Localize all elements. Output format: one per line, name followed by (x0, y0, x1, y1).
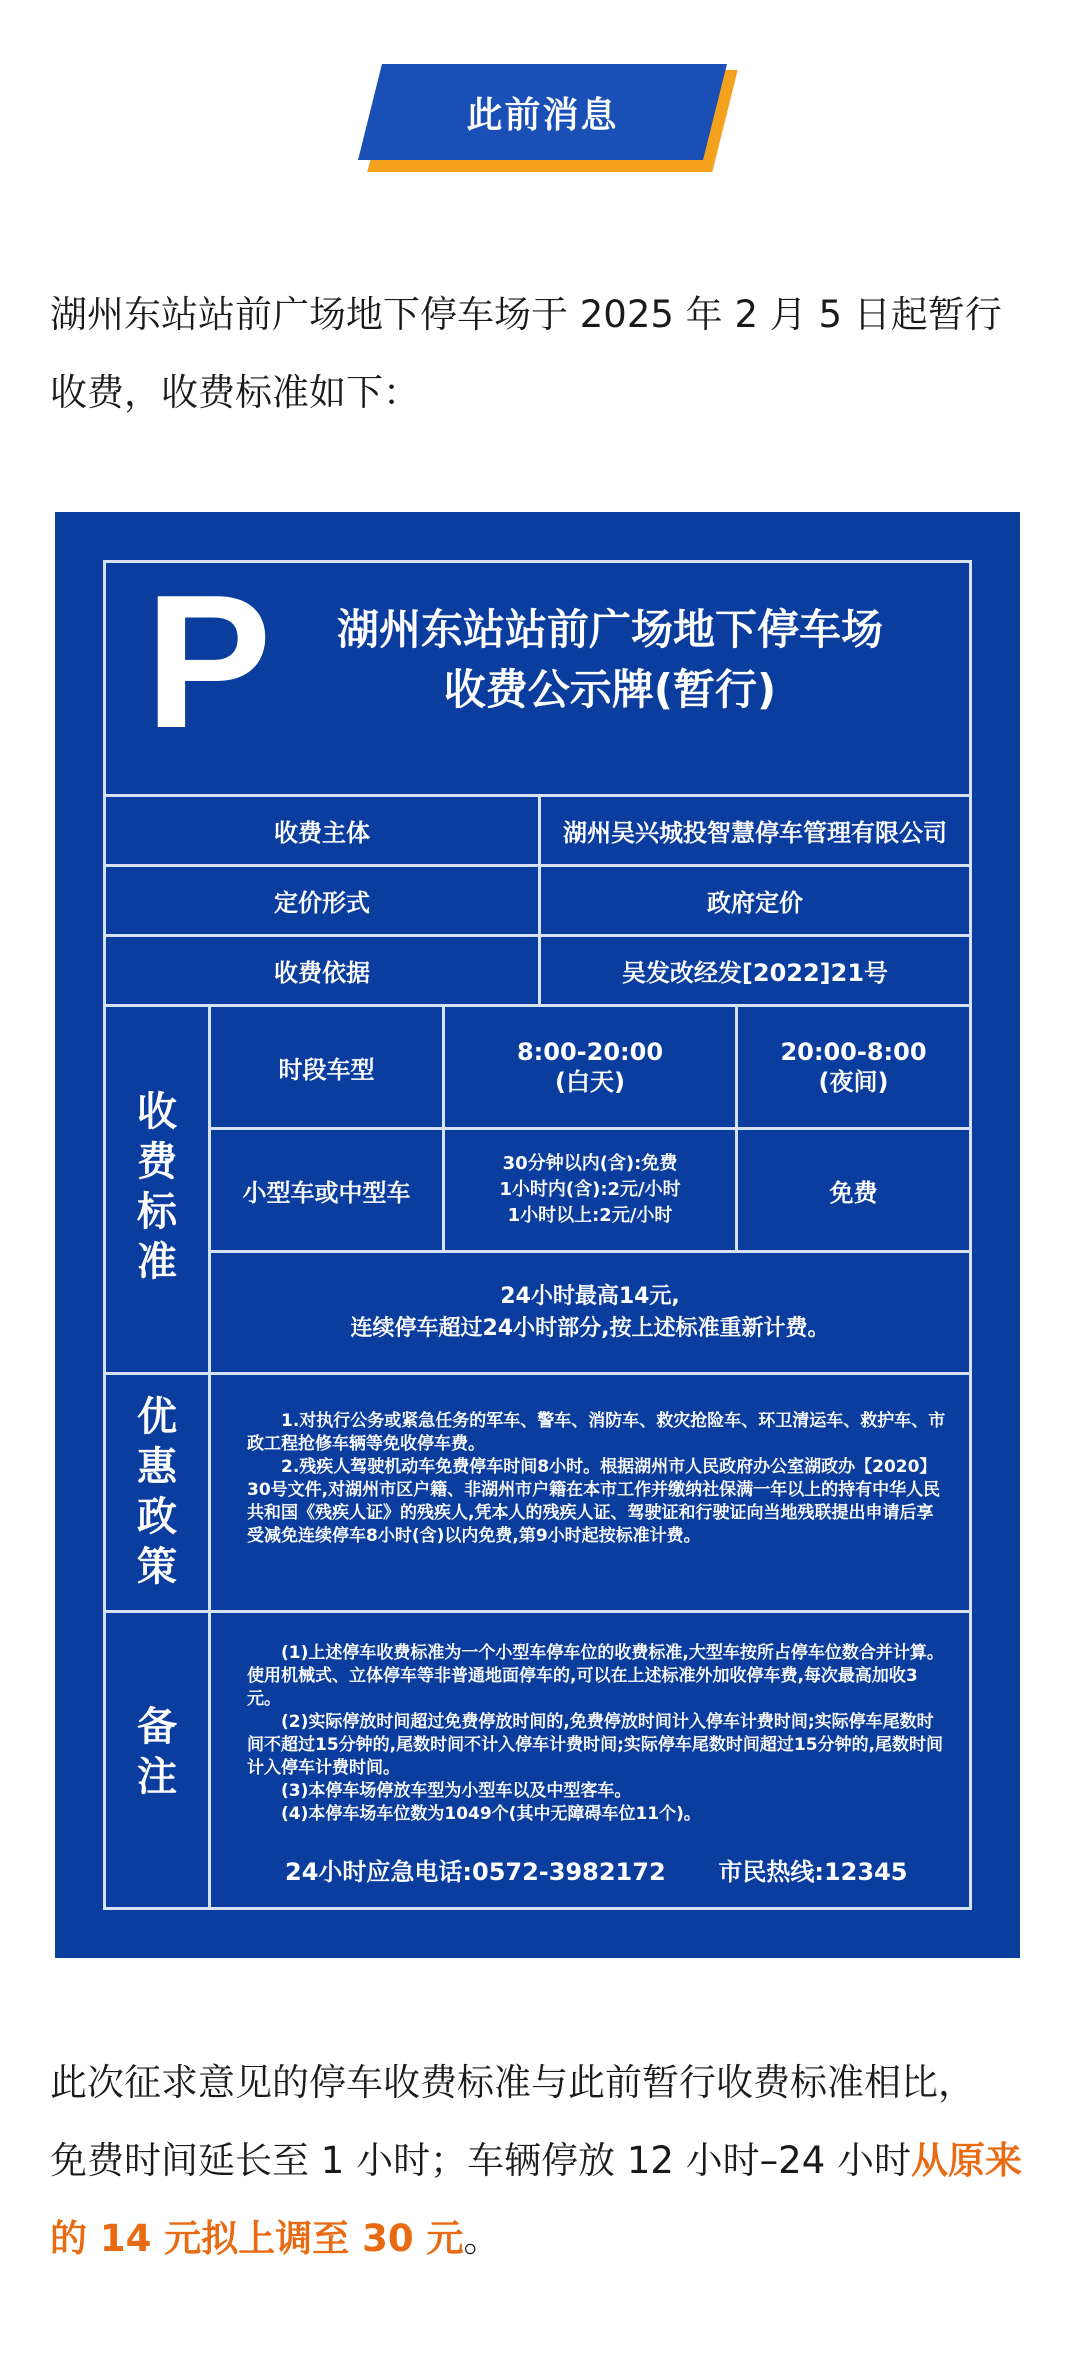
fee-daily-cap: 24小时最高14元, 连续停车超过24小时部分,按上述标准重新计费。 (350, 1283, 830, 1341)
fee-col-header-night: 20:00-8:00 (夜间) (780, 1038, 927, 1096)
fee-day-rate: 30分钟以内(含):免费 1小时内(含):2元/小时 1小时以上:2元/小时 (499, 1153, 681, 1226)
citizen-hotline: 市民热线:12345 (718, 1858, 908, 1886)
section-header (370, 64, 735, 172)
fee-standard-label: 收费标准 (137, 1089, 177, 1285)
outro-line-2: 免费时间延长至 1 小时；车辆停放 12 小时–24 小时从原来 (50, 2139, 1023, 2182)
sign-title-line-2: 收费公示牌(暂行) (443, 665, 777, 714)
fee-vehicle-type: 小型车或中型车 (242, 1178, 411, 1207)
fee-col-header-day: 8:00-20:00 (白天) (516, 1038, 664, 1096)
row-label-basis: 收费依据 (274, 959, 370, 987)
intro-line-1: 湖州东站站前广场地下停车场于 2025 年 2 月 5 日起暂行 (50, 293, 1002, 336)
intro-line-2: 收费，收费标准如下： (50, 371, 420, 414)
row-label-operator: 收费主体 (274, 819, 370, 847)
outro-line-3: 的 14 元拟上调至 30 元。 (50, 2217, 501, 2260)
highlight-text-1: 从原来 (911, 2139, 1023, 2182)
row-label-pricing: 定价形式 (274, 889, 370, 917)
remarks-label: 备注 (137, 1704, 177, 1800)
comparison-paragraph (50, 2044, 1035, 2278)
outro-line-1: 此次征求意见的停车收费标准与此前暂行收费标准相比， (50, 2061, 975, 2104)
sign-title-line-1: 湖州东站站前广场地下停车场 (336, 605, 883, 654)
parking-fee-sign-image (55, 512, 1020, 1958)
preferential-policy-label: 优惠政策 (137, 1394, 177, 1590)
parking-p-logo: P (145, 556, 272, 768)
section-title: 此前消息 (466, 94, 619, 136)
fee-col-header-type: 时段车型 (278, 1055, 375, 1084)
fee-night-rate: 免费 (829, 1178, 878, 1207)
highlight-text-2: 的 14 元拟上调至 30 元 (50, 2217, 464, 2260)
row-value-operator: 湖州吴兴城投智慧停车管理有限公司 (563, 819, 947, 847)
emergency-phone: 24小时应急电话:0572-3982172 (285, 1858, 666, 1886)
sign-title (295, 600, 925, 720)
row-value-pricing: 政府定价 (707, 889, 803, 917)
remarks-text: (1)上述停车收费标准为一个小型车停车位的收费标准,大型车按所占停车位数合并计算。使用机械式、立体停车等非普通地面停车的,可以在上述标准外加收停车费,每次最高加收3元。 (2)实际停放时间超过免费停放时间的,免费停放时间计入停车计费时间;实际停车尾数时间不超过15分钟的,尾数时间不计入停车计费时间;实际停车尾数时间超过15分钟的,尾数时间计入停车计费时间。 (3)本停车场停放车型为小型车以及中型客车。 (4)本停车场车位数为1049个(其中无障碍车位11个)。 (247, 1643, 944, 1824)
preferential-policy-text: 1.对执行公务或紧急任务的军车、警车、消防车、救灾抢险车、环卫清运车、救护车、市政工程抢修车辆等免收停车费。 2.残疾人驾驶机动车免费停车时间8小时。根据湖州市人民政府办公室湖政办【2020】30号文件,对湖州市区户籍、非湖州市户籍在本市工作并缴纳社保满一年以上的持有中华人民共和国《残疾人证》的残疾人,凭本人的残疾人证、驾驶证和行驶证向当地残联提出申请后享受减免连续停车8小时(含)以内免费,第9小时起按标准计费。 (247, 1411, 946, 1546)
contact-line (285, 1852, 925, 1887)
row-value-basis: 吴发改经发[2022]21号 (621, 959, 889, 987)
intro-paragraph (50, 276, 1035, 432)
